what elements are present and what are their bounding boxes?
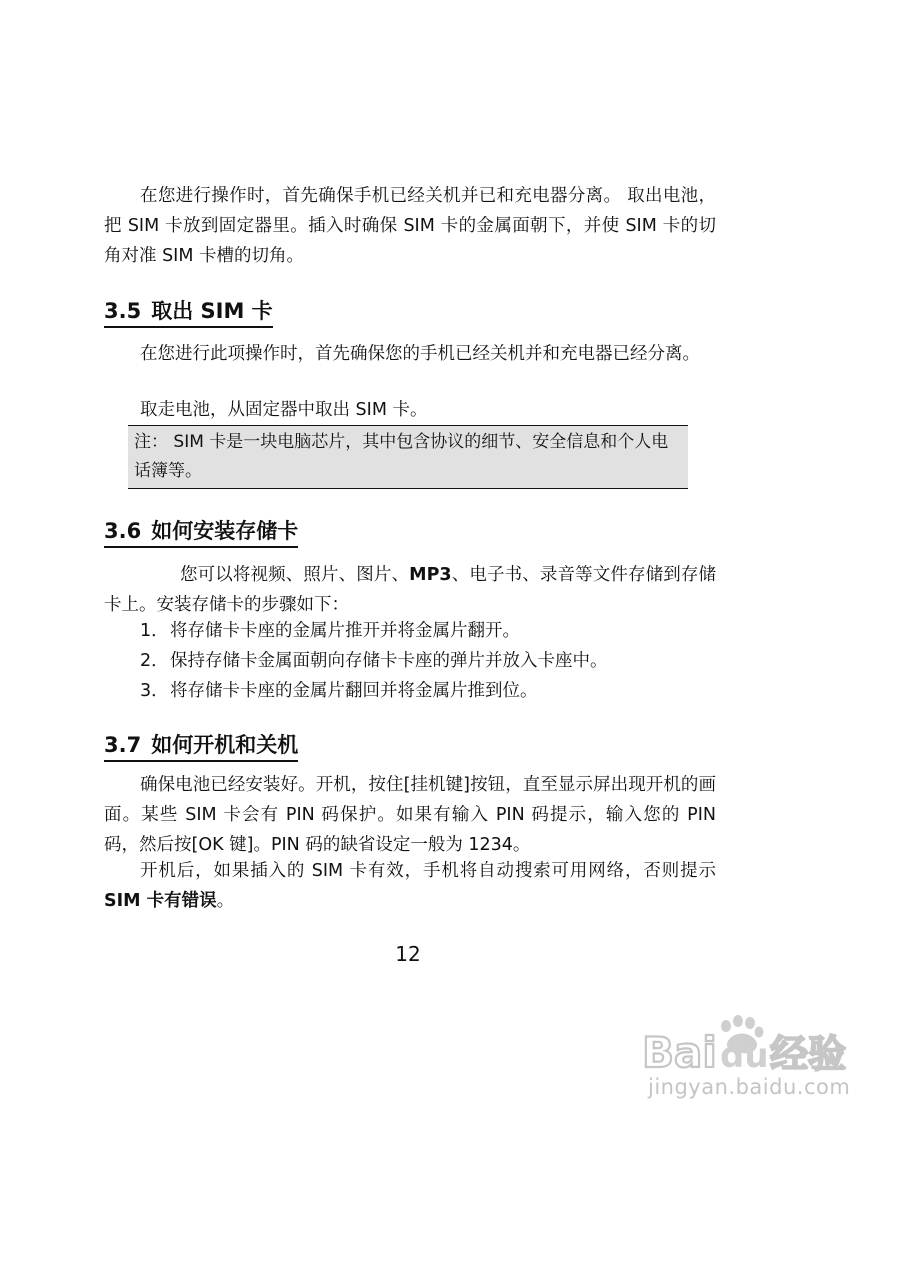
page-number: 12 [395,942,421,966]
section-3-5-paragraph-2: 取走电池，从固定器中取出 SIM 卡。 [140,400,428,420]
paragraph-text-start: 开机后，如果插入的 SIM 卡有效，手机将自动搜索可用网络，否则提示 [140,861,716,881]
step-text: 将存储卡卡座的金属片推开并将金属片翻开。 [170,621,520,641]
svg-text:Bai: Bai [642,1028,717,1073]
install-steps-list [140,616,608,706]
watermark-url: jingyan.baidu.com [648,1075,851,1099]
heading-title: 取出 SIM 卡 [151,299,273,323]
paragraph-text-end: 。 [216,891,235,911]
list-item [140,616,608,646]
section-3-7-paragraph-2 [104,856,716,916]
svg-text:经验: 经验 [770,1032,847,1073]
step-number: 2． [140,651,169,671]
intro-paragraph: 在您进行操作时，首先确保手机已经关机并已和充电器分离。 取出电池，把 SIM 卡放到固定器里。插入时确保 SIM 卡的金属面朝下，并使 SIM 卡的切角对准 SIM 卡槽的切角。 [104,186,716,266]
baidu-jingyan-watermark [640,1015,865,1105]
heading-number: 3.7 [104,733,142,757]
mp3-bold-text: MP3 [409,565,452,585]
baidu-logo-icon [640,1015,865,1073]
heading-title: 如何开机和关机 [151,733,299,757]
step-text: 将存储卡卡座的金属片翻回并将金属片推到位。 [170,681,538,701]
step-text: 保持存储卡金属面朝向存储卡卡座的弹片并放入卡座中。 [170,651,608,671]
heading-title: 如何安装存储卡 [151,519,299,543]
heading-number: 3.6 [104,519,142,543]
heading-3-5 [104,297,273,328]
heading-3-6 [104,517,298,548]
note-box: 注： SIM 卡是一块电脑芯片，其中包含协议的细节、安全信息和个人电话簿等。 [128,425,688,489]
list-item [140,676,608,706]
section-3-6-paragraph [104,560,716,620]
section-3-7-paragraph-1: 确保电池已经安装好。开机，按住[挂机键]按钮，直至显示屏出现开机的画面。某些 SIM 卡会有 PIN 码保护。如果有输入 PIN 码提示，输入您的 PIN 码，然后按[OK 键]。PIN 码的缺省设定一般为 1234。 [104,775,716,855]
list-item [140,646,608,676]
section-3-5-paragraph-1: 在您进行此项操作时，首先确保您的手机已经关机并和充电器已经分离。 [140,344,700,364]
paragraph-text-end: 、电子书、录音等文件存储到存储卡上。安装存储卡的步骤如下： [104,565,717,615]
step-number: 1． [140,621,169,641]
svg-text:du: du [720,1036,769,1073]
step-number: 3． [140,681,169,701]
sim-error-bold-text: SIM 卡有错误 [104,891,217,911]
paragraph-text-start: 您可以将视频、照片、图片、 [180,565,410,585]
heading-number: 3.5 [104,299,142,323]
heading-3-7 [104,731,298,762]
